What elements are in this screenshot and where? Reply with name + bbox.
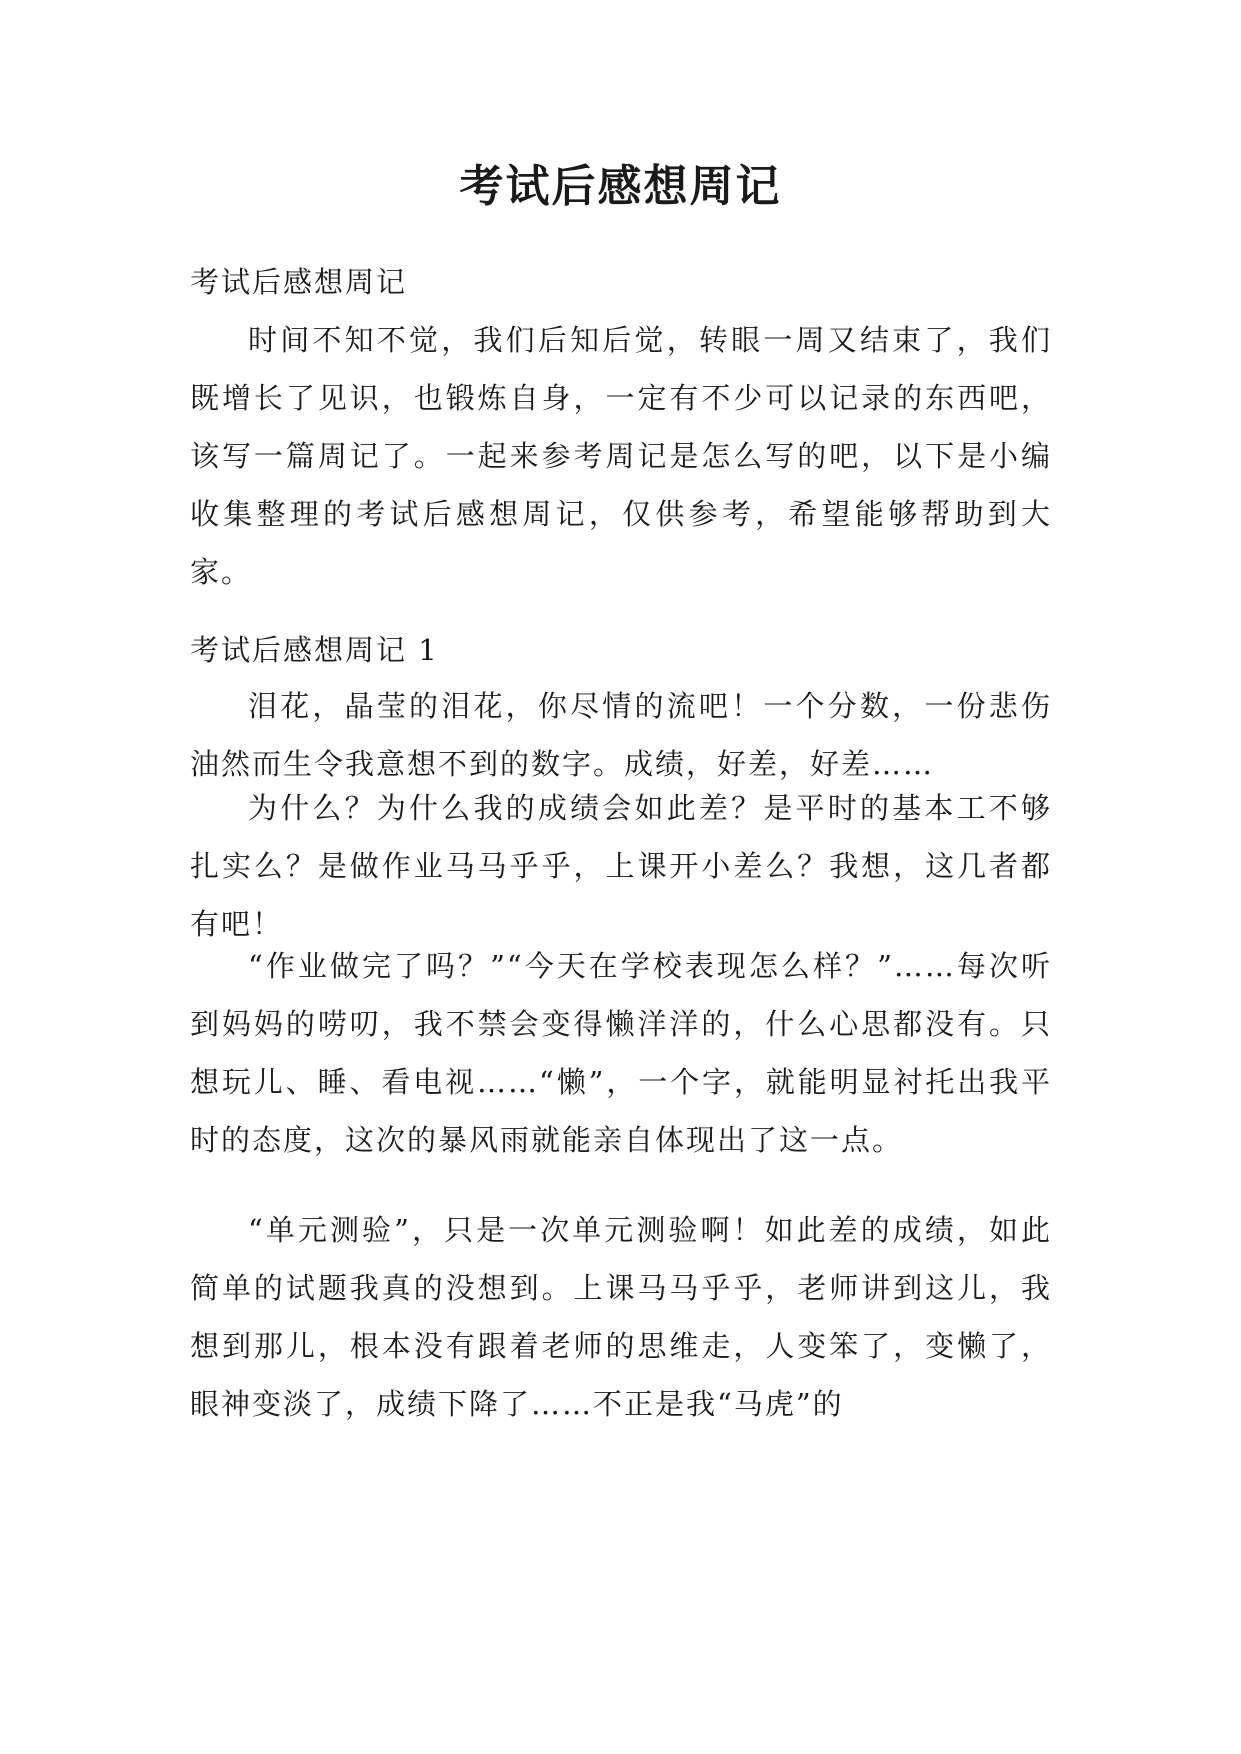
document-title: 考试后感想周记: [459, 161, 782, 212]
section-1-paragraph-1: 泪花，晶莹的泪花，你尽情的流吧！一个分数，一份悲伤油然而生令我意想不到的数字。成绩，好差，好差……: [190, 689, 1052, 781]
section-1-paragraph-2: 为什么？为什么我的成绩会如此差？是平时的基本工不够扎实么？是做作业马马乎乎，上课开小差么？我想，这几者都有吧！: [190, 791, 1052, 941]
section-1-paragraph-3: “作业做完了吗？”“今天在学校表现怎么样？”……每次听到妈妈的唠叨，我不禁会变得懒洋洋的，什么心思都没有。只想玩儿、睡、看电视……“懒”，一个字，就能明显衬托出我平时的态度，这次的暴风雨就能亲自体现出了这一点。: [190, 949, 1052, 1157]
section-1-paragraph-4: “单元测验”，只是一次单元测验啊！如此差的成绩，如此简单的试题我真的没想到。上课马马乎乎，老师讲到这儿，我想到那儿，根本没有跟着老师的思维走，人变笨了，变懒了，眼神变淡了，成绩下降了……不正是我“马虎”的: [190, 1213, 1052, 1421]
intro-heading: 考试后感想周记: [190, 265, 408, 299]
section-1-heading: 考试后感想周记 1: [190, 633, 439, 667]
intro-paragraph: 时间不知不觉，我们后知后觉，转眼一周又结束了，我们既增长了见识，也锻炼自身，一定有不少可以记录的东西吧，该写一篇周记了。一起来参考周记是怎么写的吧，以下是小编收集整理的考试后感想周记，仅供参考，希望能够帮助到大家。: [190, 323, 1052, 589]
